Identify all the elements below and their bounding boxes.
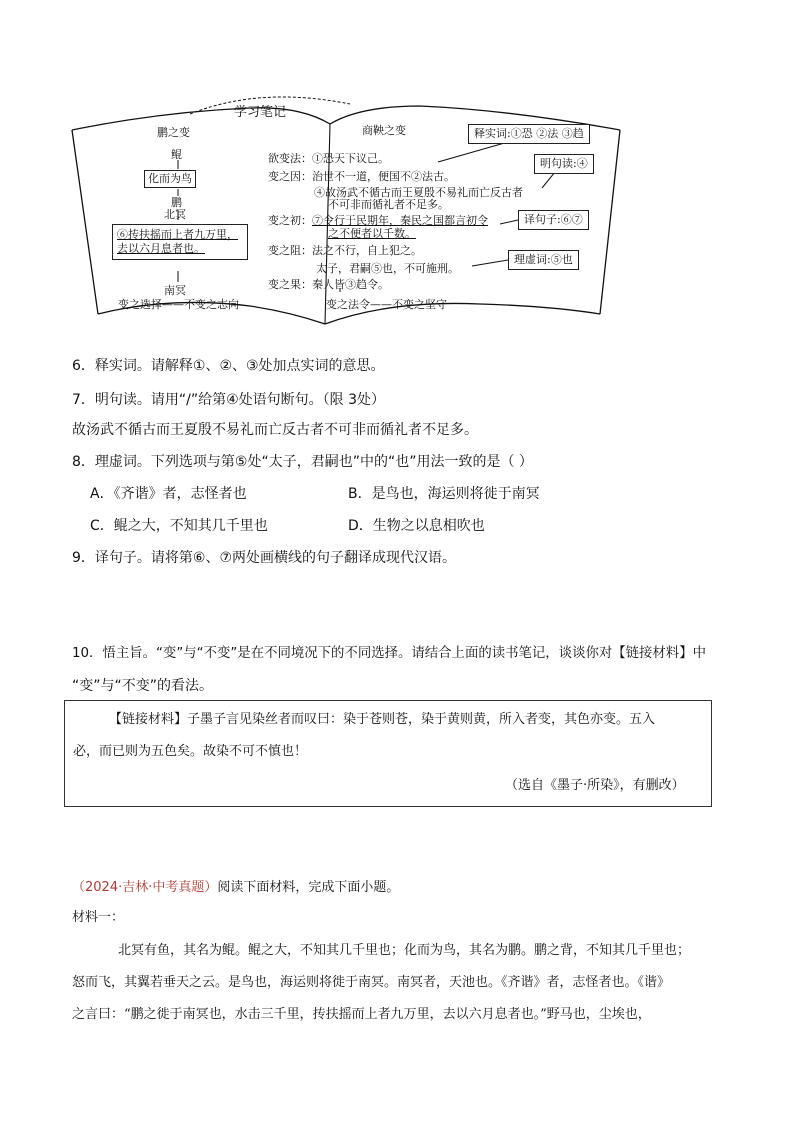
left-beiming: 北冥 (164, 208, 186, 221)
link-material-line-2: 必，而已则为五色矣。故染不可不慎也！ (73, 744, 308, 759)
left-nanming: 南冥 (164, 284, 186, 297)
section-header (72, 878, 399, 898)
source-tag: （2024·吉林·中考真题） (72, 880, 218, 895)
question-10-line-2: “变”与“不变”的看法。 (72, 678, 214, 694)
question-8-option-c: C．鲲之大，不知其几千里也 (90, 518, 268, 534)
question-7-sentence: 故汤武不循古而王夏殷不易礼而亡反古者不可非而循礼者不足多。 (72, 422, 478, 438)
right-line-6: 之不便者以千数。 (328, 227, 416, 240)
question-10-line-1: 10．悟主旨。“变”与“不变”是在不同境况下的不同选择。请结合上面的读书笔记，谈谈你对【链接材料】中 (72, 646, 706, 661)
study-note-diagram (60, 92, 740, 332)
callout-ming-judou: 明句读:④ (534, 154, 594, 174)
right-line-7: 变之阻：法之不行，自上犯之。 (268, 244, 422, 257)
question-8: 8．理虚词。下列选项与第⑤处“太子，君嗣也”中的“也”用法一致的是（ ） (72, 454, 533, 470)
right-heading: 商鞅之变 (362, 124, 406, 137)
right-line-9: 变之果：秦人皆③趋令。 (268, 278, 389, 291)
question-8-option-b: B．是鸟也，海运则将徙于南冥 (348, 486, 540, 502)
callout-shi-shici: 释实词:①恐 ②法 ③趋 (468, 124, 590, 144)
callout-yi-juzi: 译句子:⑥⑦ (518, 210, 589, 230)
right-footer: 变之法令——不变之坚守 (326, 298, 447, 311)
left-quote-line1: ⑥抟扶摇而上者九万里， (117, 228, 238, 241)
question-8-option-a: A．《齐谐》者，志怪者也 (90, 486, 247, 502)
right-line-2: 变之因：治世不一道，便国不②法古。 (268, 170, 455, 183)
passage-line-2: 怒而飞，其翼若垂天之云。是鸟也，海运则将徙于南冥。南冥者，天池也。《齐谐》者，志怪者也。《谐》 (72, 975, 671, 990)
left-footer: 变之选择——不变之志向 (118, 298, 239, 311)
passage-line-3: 之言曰：“鹏之徙于南冥也，水击三千里，抟扶摇而上者九万里，去以六月息者也。”野马也，尘埃也， (72, 1007, 651, 1022)
right-line-5 (268, 214, 488, 227)
link-material-line-1: 【链接材料】子墨子言见染丝者而叹曰：染于苍则苍，染于黄则黄，所入者变，其色亦变。五入 (109, 712, 656, 727)
right-line-1: 欲变法：①恐天下议己。 (268, 152, 389, 165)
passage-line-1: 北冥有鱼，其名为鲲。鲲之大，不知其几千里也；化而为鸟，其名为鹏。鹏之背，不知其几千里也； (118, 943, 691, 958)
right-line-8: 太子，君嗣⑤也，不可施刑。 (316, 262, 459, 275)
left-box-transform: 化而为鸟 (144, 170, 196, 188)
right-line-5-quote: ⑦令行于民期年，秦民之国都言初令 (312, 214, 488, 227)
section-intro: 阅读下面材料，完成下面小题。 (217, 880, 400, 895)
link-material-source: （选自《墨子·所染》，有删改） (505, 778, 685, 793)
right-line-5-label: 变之初： (268, 214, 312, 227)
material-label: 材料一： (72, 910, 125, 925)
diagram-title: 学习笔记 (234, 105, 287, 120)
question-6: 6．释实词。请解释①、②、③处加点实词的意思。 (72, 358, 385, 374)
callout-li-xuci: 理虚词:⑤也 (508, 250, 579, 270)
question-7: 7．明句读。请用“/”给第④处语句断句。（限 3处） (72, 392, 386, 408)
question-9: 9．译句子。请将第⑥、⑦两处画横线的句子翻译成现代汉语。 (72, 550, 457, 566)
right-line-3: ④故汤武不循古而王夏殷不易礼而亡反古者 (314, 186, 523, 199)
right-line-4: 不可非而循礼者不足多。 (328, 198, 449, 211)
left-box-quote (112, 224, 248, 260)
left-peng: 鹏 (171, 196, 182, 209)
left-quote-line2: 去以六月息者也。 (117, 242, 205, 255)
link-material-box (64, 700, 712, 807)
left-heading: 鹏之变 (157, 126, 190, 139)
left-kun: 鲲 (171, 148, 182, 161)
question-8-option-d: D．生物之以息相吹也 (348, 518, 485, 534)
